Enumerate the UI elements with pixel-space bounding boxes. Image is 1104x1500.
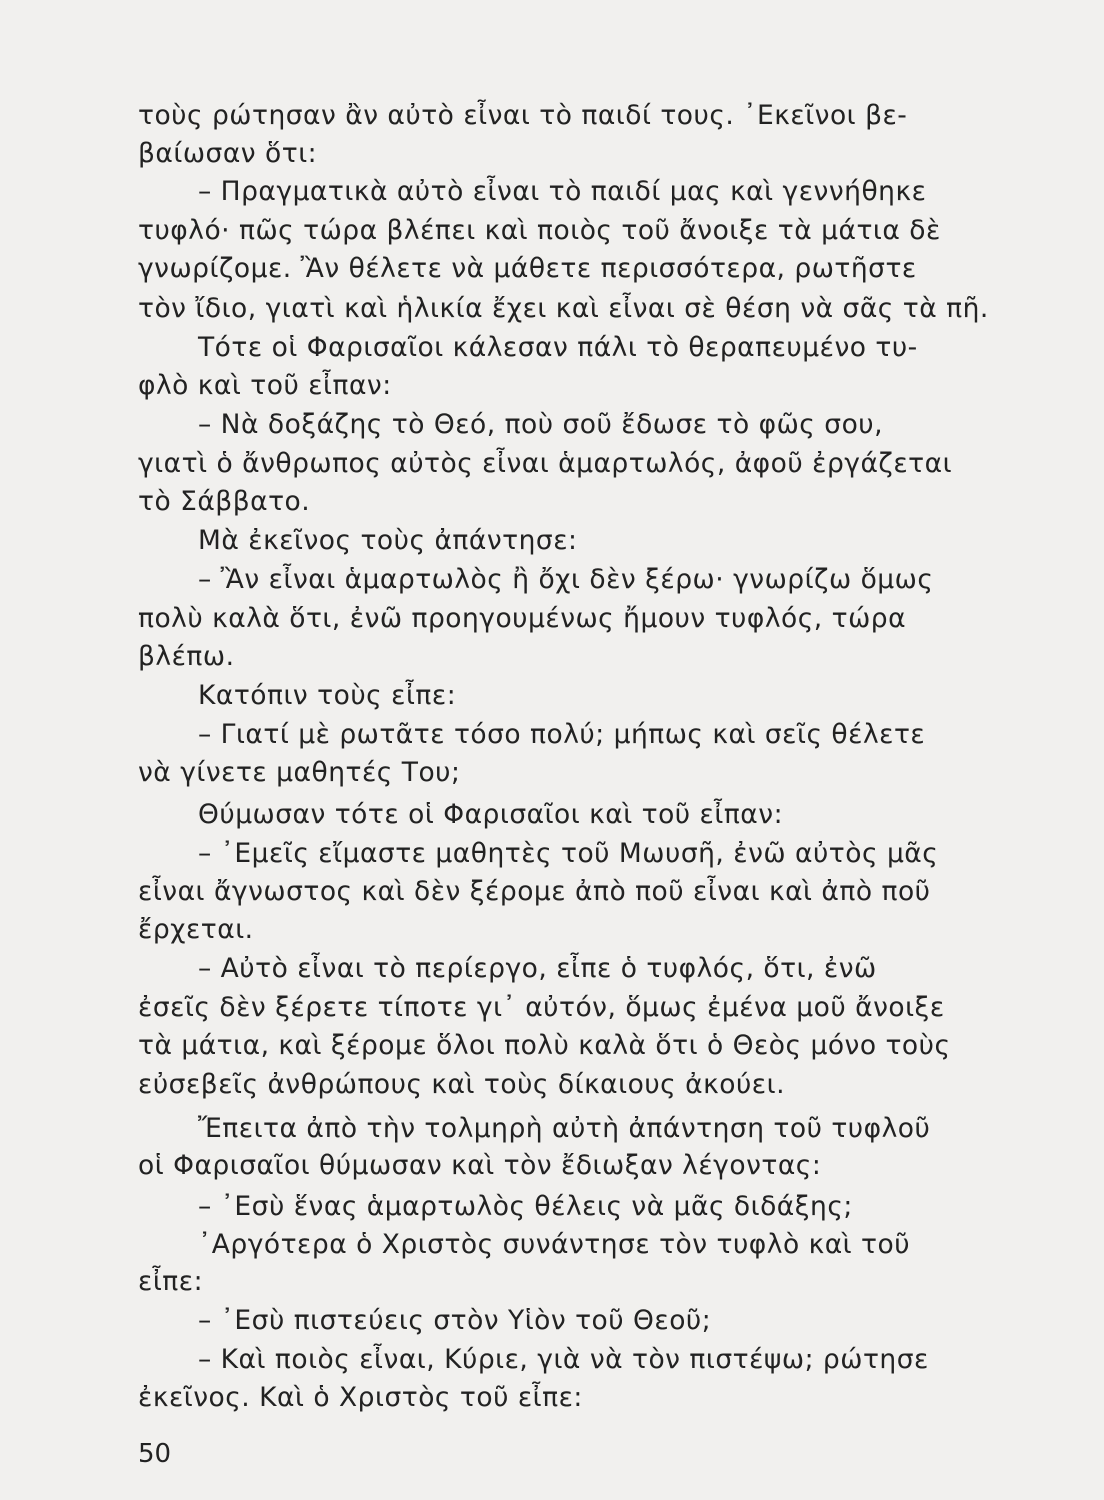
text-line: νὰ γίνετε μαθητές Του;: [138, 757, 461, 788]
text-line: γνωρίζομε. Ἂν θέλετε νὰ μάθετε περισσότερα, ρωτῆστε: [138, 253, 917, 284]
text-line: γιατὶ ὁ ἄνθρωπος αὐτὸς εἶναι ἁμαρτωλός, ἀφοῦ ἐργάζεται: [138, 448, 953, 479]
text-line: βαίωσαν ὅτι:: [138, 138, 318, 169]
text-line: πολὺ καλὰ ὅτι, ἐνῶ προηγουμένως ἤμουν τυφλός, τώρα: [138, 603, 907, 634]
text-line: – Αὐτὸ εἶναι τὸ περίεργο, εἶπε ὁ τυφλός, ὅτι, ἐνῶ: [198, 953, 877, 984]
text-line: ἐκεῖνος. Καὶ ὁ Χριστὸς τοῦ εἶπε:: [138, 1382, 583, 1413]
text-line: Θύμωσαν τότε οἱ Φαρισαῖοι καὶ τοῦ εἶπαν:: [198, 799, 784, 830]
text-line: τυφλό· πῶς τώρα βλέπει καὶ ποιὸς τοῦ ἄνοιξε τὰ μάτια δὲ: [138, 215, 941, 246]
text-line: – Καὶ ποιὸς εἶναι, Κύριε, γιὰ νὰ τὸν πιστέψω; ρώτησε: [198, 1344, 929, 1375]
text-line: – Ἂν εἶναι ἁμαρτωλὸς ἢ ὄχι δὲν ξέρω· γνωρίζω ὅμως: [198, 564, 934, 595]
text-line: βλέπω.: [138, 641, 235, 672]
text-line: εἶναι ἄγνωστος καὶ δὲν ξέρομε ἀπὸ ποῦ εἶναι καὶ ἀπὸ ποῦ: [138, 876, 931, 907]
text-line: ἔρχεται.: [138, 914, 254, 945]
text-line: – ᾿Εμεῖς εἴμαστε μαθητὲς τοῦ Μωυσῆ, ἐνῶ αὐτὸς μᾶς: [198, 838, 939, 869]
text-line: ᾿Αργότερα ὁ Χριστὸς συνάντησε τὸν τυφλὸ καὶ τοῦ: [198, 1229, 911, 1260]
text-line: τοὺς ρώτησαν ἂν αὐτὸ εἶναι τὸ παιδί τους. ᾿Εκεῖνοι βε-: [138, 100, 908, 131]
text-line: – Νὰ δοξάζης τὸ Θεό, ποὺ σοῦ ἔδωσε τὸ φῶς σου,: [198, 409, 884, 440]
text-line: – Πραγματικὰ αὐτὸ εἶναι τὸ παιδί μας καὶ γεννήθηκε: [198, 176, 927, 207]
text-line: – Γιατί μὲ ρωτᾶτε τόσο πολύ; μήπως καὶ σεῖς θέλετε: [198, 719, 926, 750]
text-line: – ᾿Εσὺ πιστεύεις στὸν Υἱὸν τοῦ Θεοῦ;: [198, 1305, 712, 1336]
text-line: εὐσεβεῖς ἀνθρώπους καὶ τοὺς δίκαιους ἀκούει.: [138, 1069, 785, 1100]
text-line: τὸ Σάββατο.: [138, 486, 311, 517]
text-line: τὸν ἴδιο, γιατὶ καὶ ἡλικία ἔχει καὶ εἶναι σὲ θέση νὰ σᾶς τὰ πῆ.: [138, 293, 989, 324]
text-line: Ἔπειτα ἀπὸ τὴν τολμηρὴ αὐτὴ ἀπάντηση τοῦ τυφλοῦ: [198, 1113, 931, 1144]
text-line: – ᾿Εσὺ ἕνας ἁμαρτωλὸς θέλεις νὰ μᾶς διδάξης;: [198, 1191, 853, 1222]
text-line: οἱ Φαρισαῖοι θύμωσαν καὶ τὸν ἔδιωξαν λέγοντας:: [138, 1150, 822, 1181]
text-line: εἶπε:: [138, 1266, 203, 1297]
text-line: Τότε οἱ Φαρισαῖοι κάλεσαν πάλι τὸ θεραπευμένο τυ-: [198, 332, 918, 363]
text-line: Κατόπιν τοὺς εἶπε:: [198, 680, 457, 711]
page-number: 50: [138, 1439, 172, 1469]
text-line: τὰ μάτια, καὶ ξέρομε ὅλοι πολὺ καλὰ ὅτι ὁ Θεὸς μόνο τοὺς: [138, 1030, 951, 1061]
text-line: φλὸ καὶ τοῦ εἶπαν:: [138, 370, 392, 401]
text-line: Μὰ ἐκεῖνος τοὺς ἀπάντησε:: [198, 525, 578, 556]
text-line: ἐσεῖς δὲν ξέρετε τίποτε γι᾿ αὐτόν, ὅμως ἐμένα μοῦ ἄνοιξε: [138, 992, 945, 1023]
